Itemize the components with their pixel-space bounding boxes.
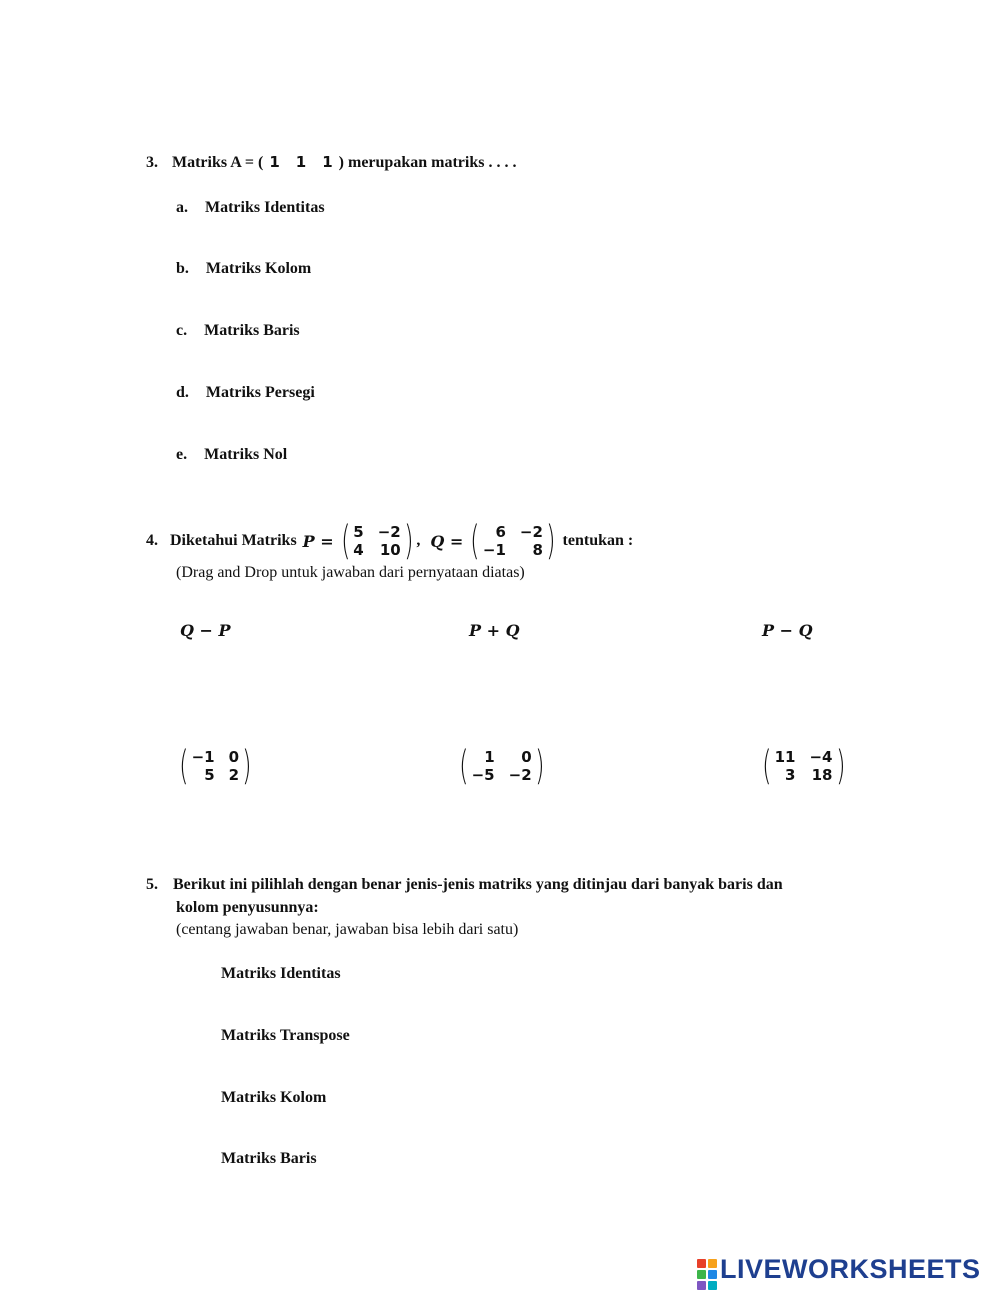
option-letter: b.: [176, 260, 189, 277]
matrix-cell: −2: [508, 766, 532, 784]
matrix-cell: 3: [785, 766, 796, 784]
option-text: Matriks Baris: [204, 322, 300, 339]
instruction-text: (centang jawaban benar, jawaban bisa lebih dari satu): [176, 921, 519, 938]
matrix-cell: 5: [353, 523, 364, 541]
p-label: P =: [302, 531, 334, 551]
checkbox-option-kolom[interactable]: Matriks Kolom: [221, 1089, 327, 1106]
target-p-minus-q[interactable]: P − Q: [762, 621, 813, 640]
matrix-cell: 4: [353, 541, 364, 559]
question-text-line2: kolom penyusunnya:: [176, 899, 319, 916]
matrix-cell: 1: [484, 748, 495, 766]
option-d[interactable]: [176, 384, 315, 402]
option-letter: d.: [176, 384, 189, 401]
logo-text: LIVEWORKSHEETS: [720, 1254, 981, 1284]
left-paren: (: [340, 518, 351, 564]
option-letter: a.: [176, 199, 188, 216]
left-paren: (: [762, 743, 772, 789]
matrix-cell: 5: [204, 766, 215, 784]
matrix-cell: −2: [377, 523, 401, 541]
option-text: Matriks Nol: [204, 446, 288, 463]
matrix-cell: 8: [532, 541, 543, 559]
option-letter: e.: [176, 446, 188, 463]
question-text-end: tentukan :: [562, 532, 634, 549]
question-5: [146, 876, 783, 894]
matrix-q: [467, 518, 558, 564]
question-text-line1: Berikut ini pilihlah dengan benar jenis-jenis matriks yang ditinjau dari banyak baris dan: [173, 876, 783, 893]
question-text-start: Diketahui Matriks: [170, 532, 297, 549]
right-paren: ): [242, 743, 252, 789]
answer-matrix-2[interactable]: [456, 743, 547, 789]
right-paren: ): [534, 743, 545, 789]
comma: ,: [416, 532, 421, 549]
matrix-cell: 1: [295, 153, 307, 171]
option-letter: c.: [176, 322, 188, 339]
matrix-cell: −4: [809, 748, 833, 766]
matrix-cell: −1: [482, 541, 506, 559]
target-p-plus-q[interactable]: P + Q: [469, 621, 520, 640]
right-paren: ): [835, 743, 845, 789]
answer-matrix-1[interactable]: [176, 743, 255, 789]
option-e[interactable]: [176, 446, 287, 464]
matrix-cell: −2: [519, 523, 543, 541]
checkbox-option-transpose[interactable]: Matriks Transpose: [221, 1027, 350, 1044]
logo-block: [697, 1259, 706, 1268]
question-number: 3.: [146, 154, 158, 171]
matrix-cell: −5: [471, 766, 495, 784]
logo-block: [697, 1281, 706, 1290]
matrix-cell: 11: [774, 748, 796, 766]
question-number: 5.: [146, 876, 158, 893]
right-paren: ): [546, 518, 556, 564]
question-4: [146, 518, 634, 564]
instruction-text: (Drag and Drop untuk jawaban dari pernyataan diatas): [176, 564, 525, 581]
checkbox-option-baris[interactable]: Matriks Baris: [221, 1150, 317, 1167]
option-a[interactable]: [176, 199, 325, 217]
left-paren: (: [459, 743, 469, 789]
matrix-cell: −1: [191, 748, 215, 766]
matrix-cell: 0: [521, 748, 532, 766]
row-matrix-a: [263, 153, 338, 171]
logo-icon: [697, 1259, 717, 1290]
left-paren: (: [470, 518, 480, 564]
question-text-end: ) merupakan matriks . . . .: [338, 154, 517, 171]
matrix-cell: 6: [495, 523, 506, 541]
logo-block: [708, 1270, 717, 1279]
option-text: Matriks Kolom: [205, 260, 312, 277]
logo-block: [708, 1281, 717, 1290]
option-text: Matriks Identitas: [205, 199, 325, 216]
question-text-start: Matriks A = (: [172, 154, 264, 171]
target-q-minus-p[interactable]: Q − P: [180, 621, 231, 640]
option-b[interactable]: [176, 260, 311, 278]
matrix-cell: 0: [228, 748, 240, 766]
left-paren: (: [179, 743, 189, 789]
option-c[interactable]: [176, 322, 300, 340]
answer-matrix-3[interactable]: [759, 743, 848, 789]
matrix-cell: 10: [379, 541, 401, 559]
q-label: Q =: [430, 531, 464, 551]
right-paren: ): [403, 518, 414, 564]
logo-block: [697, 1270, 706, 1279]
matrix-p: [338, 518, 417, 564]
question-number: 4.: [146, 532, 158, 549]
logo-block: [708, 1259, 717, 1268]
checkbox-option-identitas[interactable]: Matriks Identitas: [221, 965, 341, 982]
matrix-cell: 18: [811, 766, 833, 784]
matrix-cell: 1: [269, 153, 280, 171]
matrix-cell: 1: [322, 153, 333, 171]
matrix-cell: 2: [228, 766, 240, 784]
liveworksheets-logo: [697, 1254, 981, 1290]
option-text: Matriks Persegi: [205, 384, 315, 401]
question-3: [146, 153, 516, 172]
